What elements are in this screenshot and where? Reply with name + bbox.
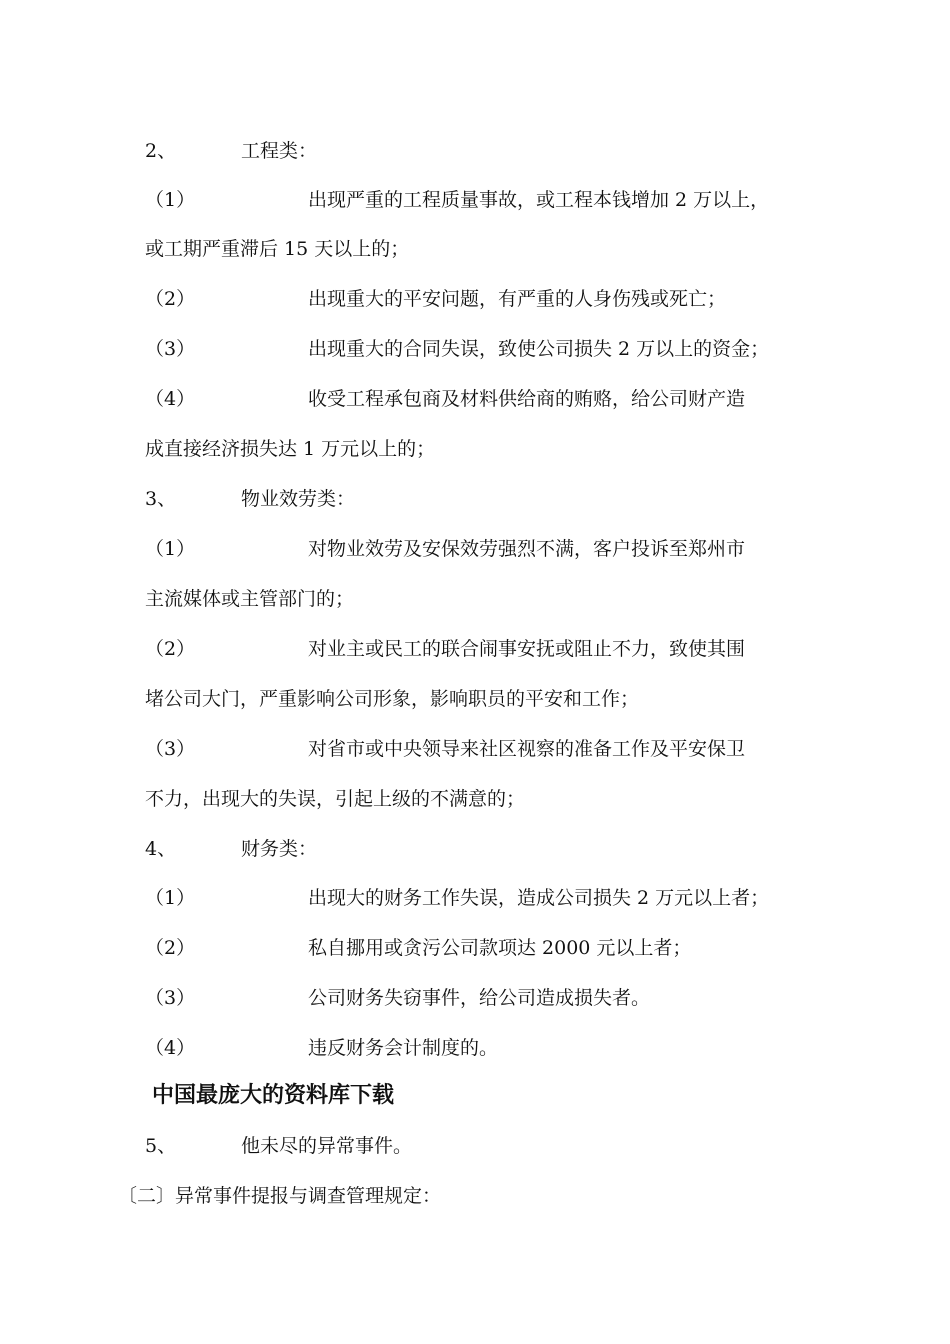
item-text: 出现大的财务工作失误，造成公司损失 2 万元以上者； xyxy=(308,887,770,909)
item-text: 对物业效劳及安保效劳强烈不满，客户投诉至郑州市 xyxy=(308,538,746,560)
section-title: 工程类： xyxy=(241,140,318,162)
item-text: 不力，出现大的失误，引起上级的不满意的； xyxy=(145,788,526,810)
item-text: 或工期严重滞后 15 天以上的； xyxy=(145,238,410,260)
bold-heading: 中国最庞大的资料库下载 xyxy=(152,1083,395,1108)
item-text: 堵公司大门，严重影响公司形象，影响职员的平安和工作； xyxy=(145,688,640,710)
item-number: （2） xyxy=(145,288,196,310)
item-number: （3） xyxy=(145,738,196,760)
section-title: 物业效劳类： xyxy=(241,488,356,510)
item-number: （3） xyxy=(145,338,196,360)
section-title: 财务类： xyxy=(241,838,318,860)
item-text: 对省市或中央领导来社区视察的准备工作及平安保卫 xyxy=(308,738,746,760)
item-number: （4） xyxy=(145,388,196,410)
item-text: 出现重大的合同失误，致使公司损失 2 万以上的资金； xyxy=(308,338,770,360)
section-title: 他未尽的异常事件。 xyxy=(241,1135,413,1157)
subsection-title: 〔二〕异常事件提报与调查管理规定： xyxy=(118,1185,442,1207)
item-number: （2） xyxy=(145,937,196,959)
section-number: 5、 xyxy=(145,1135,177,1157)
item-text: 收受工程承包商及材料供给商的贿赂，给公司财产造 xyxy=(308,388,746,410)
item-number: （2） xyxy=(145,638,196,660)
item-text: 公司财务失窃事件，给公司造成损失者。 xyxy=(308,987,651,1009)
item-number: （1） xyxy=(145,538,196,560)
section-number: 4、 xyxy=(145,838,177,860)
item-text: 主流媒体或主管部门的； xyxy=(145,588,355,610)
section-number: 3、 xyxy=(145,488,177,510)
item-text: 私自挪用或贪污公司款项达 2000 元以上者； xyxy=(308,937,692,959)
item-number: （3） xyxy=(145,987,196,1009)
section-number: 2、 xyxy=(145,140,177,162)
item-number: （4） xyxy=(145,1037,196,1059)
item-text: 出现重大的平安问题，有严重的人身伤残或死亡； xyxy=(308,288,727,310)
item-text: 对业主或民工的联合闹事安抚或阻止不力，致使其围 xyxy=(308,638,746,660)
item-number: （1） xyxy=(145,189,196,211)
item-text: 违反财务会计制度的。 xyxy=(308,1037,499,1059)
item-text: 成直接经济损失达 1 万元以上的； xyxy=(145,438,436,460)
item-text: 出现严重的工程质量事故，或工程本钱增加 2 万以上， xyxy=(308,189,770,211)
item-number: （1） xyxy=(145,887,196,909)
